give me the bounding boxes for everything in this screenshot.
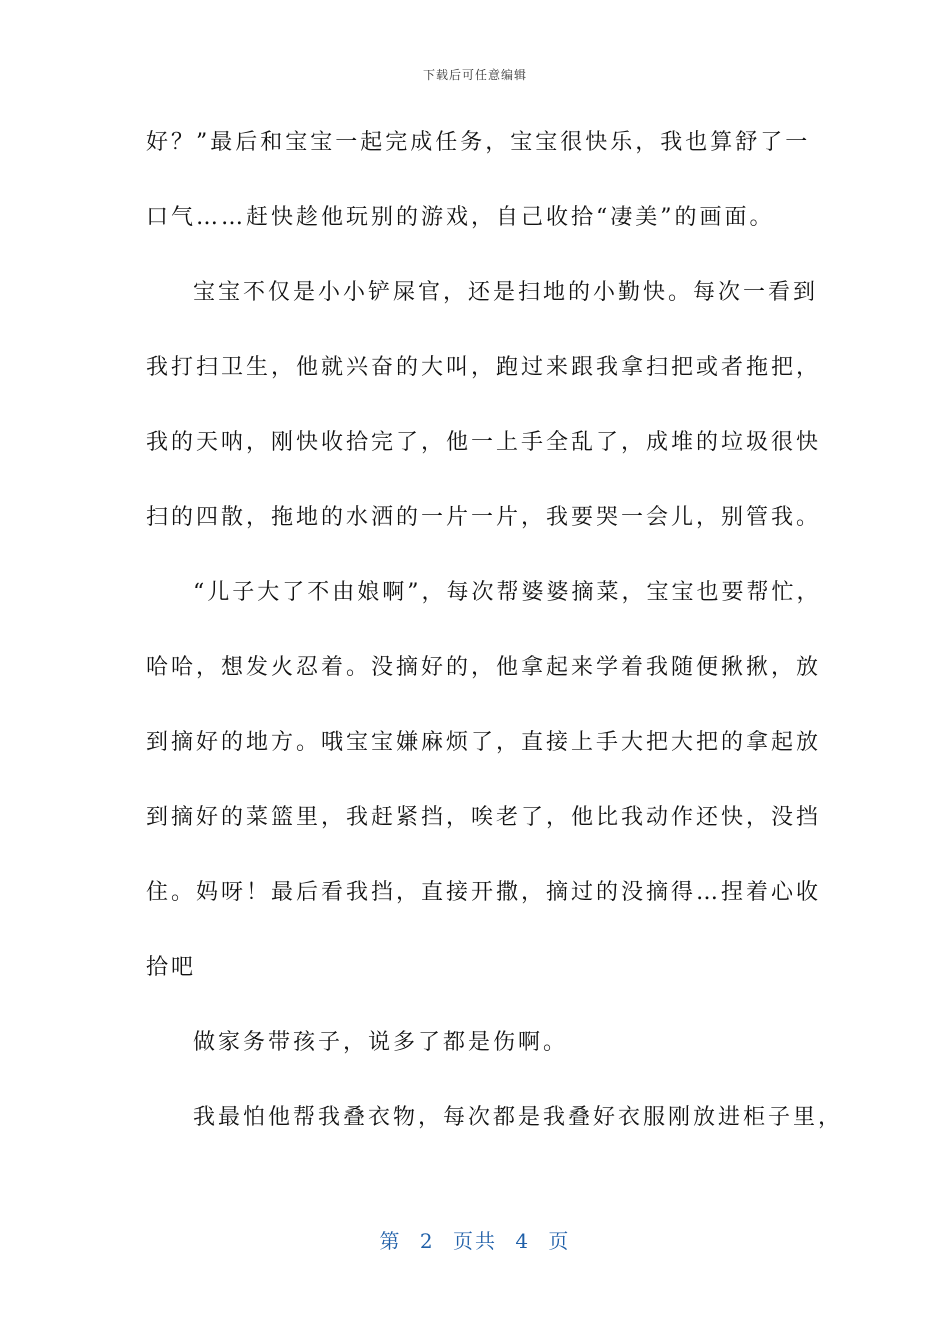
paragraph-start-line: 做家务带孩子，说多了都是伤啊。 (193, 1030, 569, 1055)
text-line: 住。妈呀！最后看我挡，直接开撒，摘过的没摘得…捏着心收 (146, 880, 822, 905)
paragraph-start-line: 我最怕他帮我叠衣物，每次都是我叠好衣服刚放进柜子里， (193, 1105, 844, 1130)
text-line: 我打扫卫生，他就兴奋的大叫，跑过来跟我拿扫把或者拖把， (146, 355, 822, 380)
text-line: 到摘好的菜篮里，我赶紧挡，唉老了，他比我动作还快，没挡 (146, 805, 822, 830)
text-line: 哈哈，想发火忍着。没摘好的，他拿起来学着我随便揪揪，放 (146, 655, 822, 680)
text-line: 口气……赶快趁他玩别的游戏，自己收拾“凄美”的画面。 (146, 205, 775, 230)
paragraph-start-line: “儿子大了不由娘啊”，每次帮婆婆摘菜，宝宝也要帮忙， (193, 580, 822, 605)
page-number-footer: 第 2 页共 4 页 (379, 1229, 571, 1253)
text-line: 我的天呐，刚快收拾完了，他一上手全乱了，成堆的垃圾很快 (146, 430, 822, 455)
text-line: 扫的四散，拖地的水洒的一片一片，我要哭一会儿，别管我。 (146, 505, 822, 530)
text-line: 好？”最后和宝宝一起完成任务，宝宝很快乐，我也算舒了一 (146, 130, 811, 155)
document-body (146, 121, 844, 1171)
header-note: 下载后可任意编辑 (422, 68, 527, 82)
text-line: 拾吧 (146, 955, 197, 980)
text-line: 到摘好的地方。哦宝宝嫌麻烦了，直接上手大把大把的拿起放 (146, 730, 822, 755)
paragraph-start-line: 宝宝不仅是小小铲屎官，还是扫地的小勤快。每次一看到 (193, 280, 819, 305)
